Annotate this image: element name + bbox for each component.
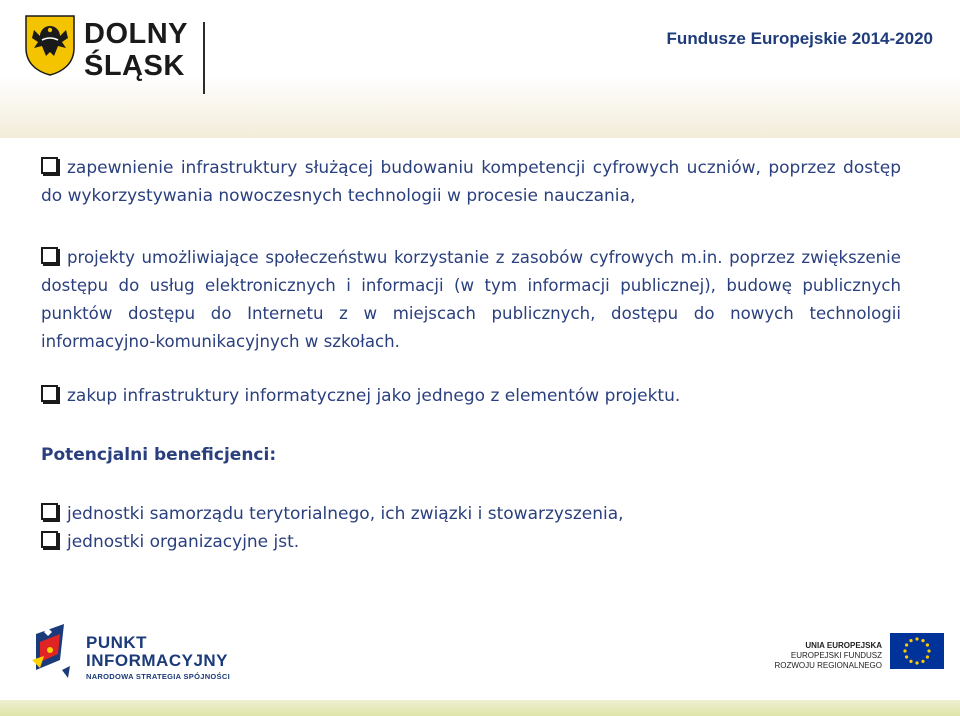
- list-item: [41, 154, 901, 210]
- checkbox-bullet-icon: [41, 385, 58, 402]
- eu-flag-icon: [890, 633, 944, 669]
- list-item-text: zakup infrastruktury informatycznej jako jednego z elementów projektu.: [67, 386, 681, 406]
- coat-of-arms-icon: [24, 14, 76, 76]
- list-item-text: zapewnienie infrastruktury służącej budowaniu kompetencji cyfrowych uczniów, poprzez dostęp do wykorzystywania nowoczesnych technologii w procesie nauczania,: [41, 158, 901, 206]
- list-item-text: jednostki samorządu terytorialnego, ich związki i stowarzyszenia,: [67, 504, 624, 524]
- checkbox-bullet-icon: [41, 503, 58, 520]
- beneficiaries-heading: Potencjalni beneficjenci:: [41, 445, 277, 465]
- list-item: [41, 244, 901, 356]
- header-band: [0, 0, 960, 138]
- eu-line1: UNIA EUROPEJSKA: [805, 641, 882, 650]
- eu-line3: ROZWOJU REGIONALNEGO: [774, 661, 882, 670]
- header-divider: [203, 22, 205, 94]
- checkbox-bullet-icon: [41, 531, 58, 548]
- list-item: [41, 500, 926, 528]
- punkt-informacyjny-text: [86, 634, 230, 681]
- list-item-text: jednostki organizacyjne jst.: [67, 532, 300, 552]
- checkbox-bullet-icon: [41, 247, 58, 264]
- checkbox-bullet-icon: [41, 157, 58, 174]
- list-item: [41, 382, 926, 410]
- footer-band: [0, 700, 960, 716]
- list-item: [41, 528, 926, 556]
- pi-line2: INFORMACYJNY: [86, 651, 229, 670]
- pi-line1: PUNKT: [86, 633, 148, 652]
- list-item-text: projekty umożliwiające społeczeństwu korzystanie z zasobów cyfrowych m.in. poprzez zwiększenie dostępu do usług elektronicznych i informacji (w tym informacji publicznej), budowę publicznych punktów dostępu do Internetu z w miejscach publicznych, dostępu do nowych technologii informacyjno-komunikacyjnych w szkołach.: [41, 248, 901, 351]
- page-title: Fundusze Europejskie 2014-2020: [666, 29, 933, 48]
- logo-line1: DOLNY: [84, 18, 188, 50]
- pi-line3: NARODOWA STRATEGIA SPÓJNOŚCI: [86, 672, 230, 681]
- eu-line2: EUROPEJSKI FUNDUSZ: [790, 651, 882, 660]
- eu-fund-text: [774, 641, 882, 671]
- logo-wordmark: [84, 20, 188, 81]
- logo-line2: ŚLĄSK: [84, 50, 185, 82]
